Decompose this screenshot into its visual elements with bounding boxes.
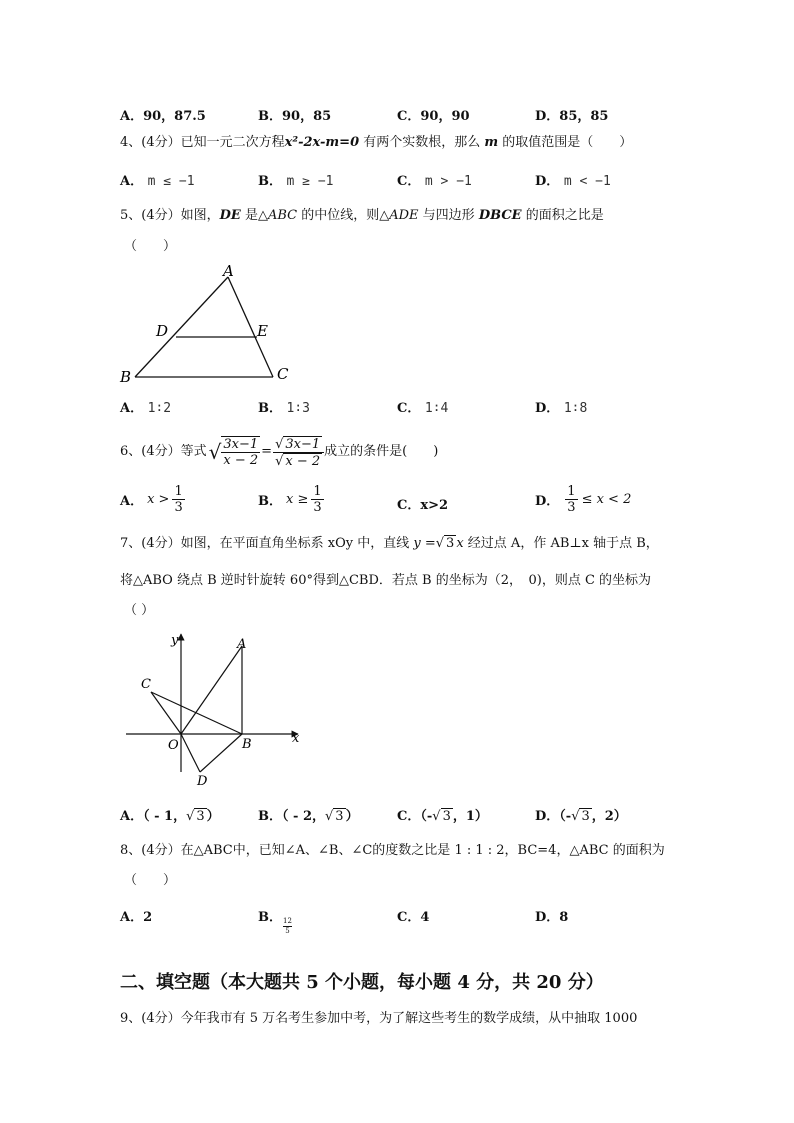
q7-label-a: A [237, 637, 247, 652]
q7-label-o: O [168, 738, 179, 753]
q9-stem: 9、(4分）今年我市有 5 万名考生参加中考，为了解这些考生的数学成绩，从中抽取 1000 [120, 1011, 638, 1026]
q6-option-b: B． x ≥ $\frac{1}{3}$ [258, 484, 322, 515]
q5-option-a: A． 1∶2 [120, 401, 172, 416]
q8-option-d: D．8 [535, 910, 569, 925]
q5-stem: 5、(4分）如图，DE 是△ABC 的中位线，则△ADE 与四边形 DBCE 的面积之比是 [120, 208, 604, 223]
q8-option-a: A．2 [120, 910, 153, 925]
q7-coordinate-figure [118, 630, 308, 790]
q5-label-e: E [257, 322, 268, 340]
q5-paren: （ ） [124, 239, 177, 254]
q5-label-d: D [156, 322, 169, 340]
q7-option-c: C．（-√ 3 ，1） [397, 809, 488, 824]
q8-option-b: B． 12 5 [258, 910, 292, 935]
q7-label-d: D [197, 774, 208, 789]
q4-option-d: D． m < −1 [535, 174, 611, 189]
q5-option-c: C． 1∶4 [397, 401, 449, 416]
q3-option-d: D．85，85 [535, 109, 609, 124]
q6-stem: 6、(4分）等式 √ $\frac{3x-1}{x - 2}$ = $\frac{√ 3x-1}{√ x - 2}$ 成立的条件是( ) [120, 436, 439, 469]
q4-option-c: C． m > −1 [397, 174, 472, 189]
q5-label-c: C [277, 365, 289, 383]
q7-option-a: A．（ - 1，√ 3 ） [120, 809, 220, 824]
q7-option-b: B．（ - 2，√ 3 ） [258, 809, 359, 824]
q8-paren: （ ） [124, 873, 177, 888]
q4-stem: 4、(4分）已知一元二次方程x²-2x-m=0 有两个实数根，那么 m 的取值范围是（ ） [120, 135, 633, 150]
q6-option-c: C．x>2 [397, 498, 449, 513]
q4-option-b: B． m ≥ −1 [258, 174, 334, 189]
q7-paren: （ ） [124, 603, 155, 618]
q3-option-c: C．90，90 [397, 109, 470, 124]
section-title: 二、填空题（本大题共 5 个小题，每小题 4 分，共 20 分） [120, 972, 604, 993]
q5-option-b: B． 1∶3 [258, 401, 311, 416]
q5-label-b: B [120, 368, 132, 386]
q8-option-c: C．4 [397, 910, 430, 925]
q7-axis-y: y [171, 633, 179, 648]
q7-axis-x: x [292, 731, 300, 746]
q7-stem-line2: 将△ABO 绕点 B 逆时针旋转 60°得到△CBD．若点 B 的坐标为（2， 0)，则点 C 的坐标为 [120, 573, 652, 588]
q7-label-b: B [242, 737, 252, 752]
q3-option-b: B．90，85 [258, 109, 332, 124]
q5-option-d: D． 1∶8 [535, 401, 588, 416]
q6-option-d: D． $\frac{1}{3}$ ≤ x < 2 [535, 484, 632, 515]
q7-stem-line1: 7、(4分）如图，在平面直角坐标系 xOy 中，直线 y =√ 3 x 经过点 A，作 AB⊥x 轴于点 B， [120, 536, 659, 551]
q5-label-a: A [223, 262, 234, 280]
q3-option-a: A．90，87.5 [120, 109, 206, 124]
q5-triangle-figure [112, 262, 302, 388]
q6-option-a: A． x > $\frac{1}{3}$ [120, 484, 183, 515]
q4-option-a: A． m ≤ −1 [120, 174, 195, 189]
q7-label-c: C [141, 677, 151, 692]
q7-option-d: D．（-√ 3 ，2） [535, 809, 627, 824]
q8-stem: 8、(4分）在△ABC中，已知∠A、∠B、∠C的度数之比是 1 : 1 : 2，BC=4，△ABC 的面积为 [120, 843, 665, 858]
